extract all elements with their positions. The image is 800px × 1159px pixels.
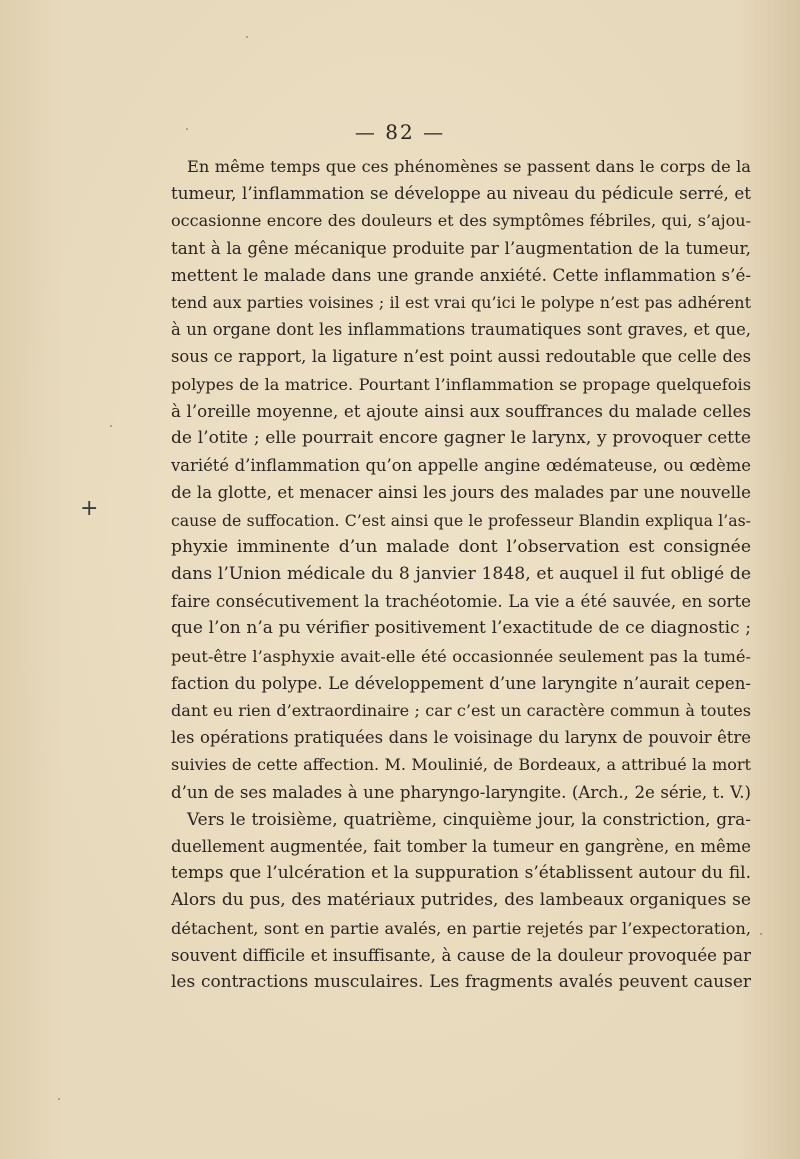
text-line: phyxie imminente d’un malade dont l’observation est consignée xyxy=(171,536,751,557)
text-line: mettent le malade dans une grande anxiété. Cette inflammation s’é- xyxy=(171,264,751,285)
page-number: — 82 — xyxy=(354,120,446,144)
paper-speck xyxy=(110,425,112,427)
text-line: dant eu rien d’extraordinaire ; car c’est un caractère commun à toutes xyxy=(171,701,751,721)
text-line: suivies de cette affection. M. Moulinié, de Bordeaux, a attribué la mort xyxy=(171,755,751,775)
text-line: tumeur, l’inflammation se développe au niveau du pédicule serré, et xyxy=(171,183,751,204)
text-line: les contractions musculaires. Les fragments avalés peuvent causer xyxy=(171,972,751,993)
text-line: de l’otite ; elle pourrait encore gagner le larynx, y provoquer cette xyxy=(171,428,751,449)
text-line: tend aux parties voisines ; il est vrai qu’ici le polype n’est pas adhérent xyxy=(171,293,751,313)
text-line: faction du polype. Le développement d’une laryngite n’aurait cepen- xyxy=(171,673,751,693)
text-line: Alors du pus, des matériaux putrides, des lambeaux organiques se xyxy=(171,890,751,911)
text-line: temps que l’ulcération et la suppuration s’établissent autour du fil. xyxy=(171,863,751,884)
text-line: sous ce rapport, la ligature n’est point aussi redoutable que celle des xyxy=(171,347,751,367)
text-line: à l’oreille moyenne, et ajoute ainsi aux souffrances du malade celles xyxy=(171,401,751,421)
text-line: En même temps que ces phénomènes se passent dans le corps de la xyxy=(187,157,751,176)
body-text xyxy=(171,153,751,996)
paragraph xyxy=(171,153,751,806)
text-line: dans l’Union médicale du 8 janvier 1848, et auquel il fut obligé de xyxy=(171,564,751,585)
margin-cross-mark: + xyxy=(80,496,99,521)
text-line: variété d’inflammation qu’on appelle angine œdémateuse, ou œdème xyxy=(171,456,751,476)
text-line: faire consécutivement la trachéotomie. La vie a été sauvée, en sorte xyxy=(171,592,751,612)
text-line: Vers le troisième, quatrième, cinquième jour, la constriction, gra- xyxy=(187,808,751,829)
text-line: tant à la gêne mécanique produite par l’augmentation de la tumeur, xyxy=(171,237,751,258)
text-line: détachent, sont en partie avalés, en partie rejetés par l’expectoration, xyxy=(171,918,751,938)
paper-speck xyxy=(186,128,188,130)
paper-speck xyxy=(760,933,762,935)
text-line: à un organe dont les inflammations traumatiques sont graves, et que, xyxy=(171,320,751,340)
text-line: souvent difficile et insuffisante, à cause de la douleur provoquée par xyxy=(171,945,751,965)
text-line: les opérations pratiquées dans le voisinage du larynx de pouvoir être xyxy=(171,728,751,748)
text-line: de la glotte, et menacer ainsi les jours des malades par une nouvelle xyxy=(171,483,751,503)
text-line: duellement augmentée, fait tomber la tumeur en gangrène, en même xyxy=(171,837,751,857)
paper-speck xyxy=(246,36,248,38)
text-line: occasionne encore des douleurs et des symptômes fébriles, qui, s’ajou- xyxy=(171,211,751,231)
paragraph xyxy=(171,806,751,996)
text-line: peut-être l’asphyxie avait-elle été occasionnée seulement pas la tumé- xyxy=(171,646,751,666)
paper-speck xyxy=(58,1098,60,1100)
text-line: que l’on n’a pu vérifier positivement l’exactitude de ce diagnostic ; xyxy=(171,618,751,639)
text-line: d’un de ses malades à une pharyngo-laryngite. (Arch., 2e série, t. V.) xyxy=(171,782,751,802)
text-line: cause de suffocation. C’est ainsi que le professeur Blandin expliqua l’as- xyxy=(171,510,751,530)
text-line: polypes de la matrice. Pourtant l’inflammation se propage quelquefois xyxy=(171,374,751,394)
